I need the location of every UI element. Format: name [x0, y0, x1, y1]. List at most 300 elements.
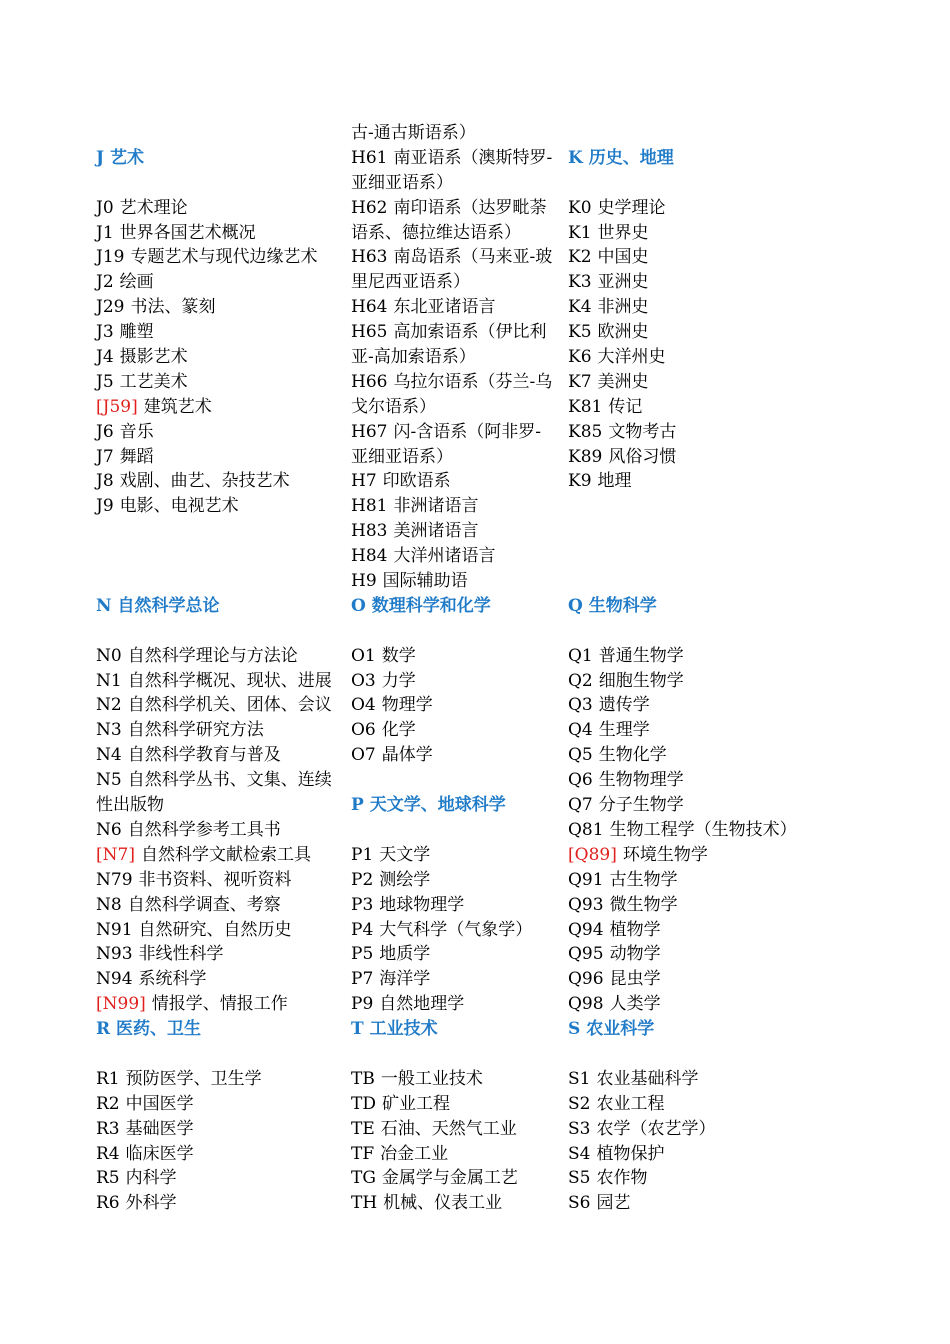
class-label: 工艺美术 [119, 371, 188, 392]
class-code: TH [351, 1193, 378, 1214]
class-code: J9 [96, 496, 114, 517]
class-code: N0 [96, 645, 122, 666]
class-code: R4 [96, 1143, 120, 1164]
class-label: 大洋州史 [597, 347, 666, 368]
class-code: K6 [568, 347, 592, 368]
classification-entry [96, 270, 358, 295]
class-label: 大洋州诸语言 [393, 546, 496, 567]
entry-continuation: 语系、德拉维达语系） [351, 222, 521, 243]
class-label: 欧洲史 [597, 322, 649, 343]
class-code: N1 [96, 670, 122, 691]
classification-entry [568, 1067, 838, 1092]
classification-entry [351, 1117, 567, 1142]
class-label: 非书资料、视听资料 [138, 869, 292, 890]
class-label: 冶金工业 [380, 1143, 449, 1164]
class-code: H7 [351, 471, 377, 492]
class-code: P3 [351, 894, 374, 915]
class-label: 古生物学 [609, 869, 678, 890]
classification-entry [568, 967, 838, 992]
classification-entry [96, 469, 358, 494]
class-code: N4 [96, 745, 122, 766]
section-heading: N 自然科学总论 [96, 595, 220, 616]
class-label: 闪-含语系（阿非罗- [393, 421, 541, 442]
class-label: 绘画 [119, 272, 154, 293]
section-heading: R 医药、卫生 [96, 1019, 202, 1040]
class-label: 人类学 [609, 994, 661, 1015]
class-label: 艺术理论 [119, 197, 188, 218]
class-code: R1 [96, 1068, 120, 1089]
class-code: K81 [568, 396, 603, 417]
classification-entry [568, 420, 838, 445]
class-code: H66 [351, 371, 388, 392]
classification-entry [568, 843, 838, 868]
classification-entry [351, 420, 567, 445]
classification-entry [351, 146, 567, 171]
class-code: S1 [568, 1068, 591, 1089]
blank-line [96, 569, 358, 594]
class-code: P5 [351, 944, 374, 965]
blank-line [351, 1042, 567, 1067]
classification-entry [96, 1142, 358, 1167]
classification-entry [351, 245, 567, 270]
classification-entry [351, 868, 567, 893]
class-code: S2 [568, 1093, 591, 1114]
class-code: H64 [351, 297, 388, 318]
blank-line [96, 121, 358, 146]
classification-entry [96, 395, 358, 420]
class-label: 中国史 [597, 247, 649, 268]
class-label: 内科学 [125, 1168, 177, 1189]
class-label: 大气科学（气象学） [379, 919, 533, 940]
classification-entry [568, 320, 838, 345]
class-code: K89 [568, 446, 603, 467]
class-label: 自然科学研究方法 [127, 720, 264, 741]
class-code: K0 [568, 197, 592, 218]
section-heading: Q 生物科学 [568, 595, 657, 616]
classification-entry [568, 718, 838, 743]
classification-entry [568, 295, 838, 320]
entry-continuation: 戈尔语系） [351, 396, 436, 417]
blank-line [351, 818, 567, 843]
classification-entry [351, 1142, 567, 1167]
class-code: Q93 [568, 894, 604, 915]
classification-entry [568, 868, 838, 893]
column-right [568, 121, 838, 1216]
class-label: 南亚语系（澳斯特罗- [393, 147, 553, 168]
classification-entry [96, 1191, 358, 1216]
class-code: J5 [96, 371, 114, 392]
classification-entry [568, 693, 838, 718]
classification-entry [351, 1067, 567, 1092]
classification-entry [96, 669, 358, 694]
classification-entry [568, 669, 838, 694]
class-code: H61 [351, 147, 388, 168]
class-code: Q81 [568, 819, 604, 840]
class-code: O3 [351, 670, 376, 691]
classification-entry [568, 768, 838, 793]
class-code: J19 [96, 247, 125, 268]
class-label: 史学理论 [597, 197, 666, 218]
class-label: 天文学 [379, 844, 431, 865]
classification-entry [96, 1166, 358, 1191]
class-code: K2 [568, 247, 592, 268]
class-label: 亚洲史 [597, 272, 649, 293]
class-label: 植物保护 [596, 1143, 665, 1164]
class-code: TG [351, 1168, 376, 1189]
classification-entry [96, 420, 358, 445]
class-label: 生理学 [598, 720, 650, 741]
blank-line [568, 171, 838, 196]
blank-line [96, 171, 358, 196]
classification-entry [568, 1117, 838, 1142]
class-label: 自然科学概况、现状、进展 [127, 670, 332, 691]
class-label: 乌拉尔语系（芬兰-乌 [393, 371, 553, 392]
class-label: 自然科学理论与方法论 [127, 645, 298, 666]
class-code: Q2 [568, 670, 593, 691]
classification-entry [568, 445, 838, 470]
class-label: 非洲史 [597, 297, 649, 318]
class-code: S4 [568, 1143, 591, 1164]
class-code: Q91 [568, 869, 604, 890]
entry-continuation: 亚细亚语系） [351, 172, 453, 193]
class-label: 遗传学 [598, 695, 650, 716]
classification-entry [96, 644, 358, 669]
class-label: 农业工程 [596, 1093, 665, 1114]
class-code: K5 [568, 322, 592, 343]
column-middle [351, 121, 567, 1216]
section-heading: K 历史、地理 [568, 147, 674, 168]
class-code: Q95 [568, 944, 604, 965]
class-label: 外科学 [125, 1193, 177, 1214]
classification-entry [96, 818, 358, 843]
class-code: N91 [96, 919, 133, 940]
classification-entry [351, 320, 567, 345]
class-code: K85 [568, 421, 603, 442]
section-heading: S 农业科学 [568, 1019, 655, 1040]
classification-entry [568, 942, 838, 967]
class-code: J2 [96, 272, 114, 293]
class-label: 自然科学调查、考察 [127, 894, 281, 915]
class-code: O1 [351, 645, 376, 666]
blank-line [96, 1042, 358, 1067]
class-code: Q5 [568, 745, 593, 766]
classification-entry [351, 370, 567, 395]
classification-entry [96, 345, 358, 370]
class-code: J7 [96, 446, 114, 467]
classification-entry [96, 868, 358, 893]
section-heading: O 数理科学和化学 [351, 595, 491, 616]
class-label: 临床医学 [125, 1143, 194, 1164]
classification-entry [351, 469, 567, 494]
classification-entry [96, 320, 358, 345]
classification-entry [96, 843, 358, 868]
classification-entry [568, 893, 838, 918]
blank-line [568, 544, 838, 569]
class-label: 美洲诸语言 [393, 521, 479, 542]
class-label: 高加索语系（伊比利 [393, 322, 547, 343]
class-label: 南岛语系（马来亚-玻 [393, 247, 553, 268]
classification-entry [96, 967, 358, 992]
class-code: S3 [568, 1118, 591, 1139]
class-code: H81 [351, 496, 388, 517]
blank-line [96, 544, 358, 569]
class-label: 舞蹈 [119, 446, 154, 467]
classification-entry [96, 221, 358, 246]
class-label: 摄影艺术 [119, 347, 188, 368]
class-code: J4 [96, 347, 114, 368]
class-code: [J59] [96, 396, 138, 417]
class-label: 电影、电视艺术 [119, 496, 239, 517]
class-code: TB [351, 1068, 375, 1089]
class-label: 自然地理学 [379, 994, 465, 1015]
class-label: 物理学 [381, 695, 433, 716]
blank-line [568, 569, 838, 594]
class-code: H83 [351, 521, 388, 542]
classification-entry [351, 743, 567, 768]
class-code: N79 [96, 869, 133, 890]
entry-continuation: 性出版物 [96, 795, 164, 816]
class-code: N5 [96, 770, 122, 791]
classification-entry [351, 544, 567, 569]
class-label: 世界史 [597, 222, 649, 243]
classification-entry [351, 918, 567, 943]
classification-entry [568, 270, 838, 295]
class-label: 建筑艺术 [143, 396, 212, 417]
classification-entry [351, 295, 567, 320]
blank-line [568, 619, 838, 644]
class-label: 力学 [381, 670, 416, 691]
classification-entry [351, 569, 567, 594]
blank-line [96, 619, 358, 644]
entry-continuation: 里尼西亚语系） [351, 272, 470, 293]
class-label: 微生物学 [609, 894, 678, 915]
classification-entry [568, 395, 838, 420]
class-code: Q1 [568, 645, 593, 666]
class-code: K9 [568, 471, 592, 492]
class-code: J8 [96, 471, 114, 492]
classification-entry [568, 992, 838, 1017]
class-label: 动物学 [609, 944, 661, 965]
class-code: R2 [96, 1093, 120, 1114]
class-label: 测绘学 [379, 869, 431, 890]
class-label: 自然科学丛书、文集、连续 [127, 770, 332, 791]
class-code: J6 [96, 421, 114, 442]
classification-entry [96, 992, 358, 1017]
class-code: N2 [96, 695, 122, 716]
blank-line [568, 121, 838, 146]
class-label: 音乐 [119, 421, 154, 442]
classification-entry [351, 1191, 567, 1216]
class-code: O6 [351, 720, 376, 741]
section-heading: J 艺术 [96, 147, 144, 168]
class-code: S5 [568, 1168, 591, 1189]
class-label: 国际辅助语 [382, 571, 468, 592]
classification-entry [351, 843, 567, 868]
class-label: 自然科学参考工具书 [127, 819, 281, 840]
classification-entry [96, 768, 358, 793]
class-code: N6 [96, 819, 122, 840]
blank-line [568, 494, 838, 519]
class-label: 农学（农艺学） [596, 1118, 716, 1139]
section-heading: T 工业技术 [351, 1019, 438, 1040]
class-label: 植物学 [609, 919, 661, 940]
classification-entry [568, 918, 838, 943]
class-code: Q4 [568, 720, 593, 741]
classification-entry [96, 445, 358, 470]
classification-entry [96, 1092, 358, 1117]
class-label: 昆虫学 [609, 969, 661, 990]
class-code: N94 [96, 969, 133, 990]
classification-entry [568, 818, 838, 843]
classification-entry [96, 245, 358, 270]
class-label: 基础医学 [125, 1118, 194, 1139]
class-label: 生物化学 [598, 745, 667, 766]
classification-entry [351, 669, 567, 694]
entry-continuation: 古-通古斯语系） [351, 123, 476, 143]
class-code: H9 [351, 571, 377, 592]
class-label: 自然科学教育与普及 [127, 745, 281, 766]
class-label: 细胞生物学 [598, 670, 684, 691]
class-code: R6 [96, 1193, 120, 1214]
class-code: J0 [96, 197, 114, 218]
class-code: Q98 [568, 994, 604, 1015]
class-code: TD [351, 1093, 376, 1114]
classification-entry [568, 345, 838, 370]
classification-entry [568, 221, 838, 246]
classification-entry [568, 1142, 838, 1167]
class-label: 晶体学 [381, 745, 433, 766]
class-label: 中国医学 [125, 1093, 194, 1114]
class-code: R3 [96, 1118, 120, 1139]
class-code: N8 [96, 894, 122, 915]
class-label: 农作物 [596, 1168, 648, 1189]
class-label: 世界各国艺术概况 [119, 222, 256, 243]
class-label: 专题艺术与现代边缘艺术 [130, 247, 318, 268]
class-label: 书法、篆刻 [130, 297, 216, 318]
classification-entry [351, 967, 567, 992]
class-code: H67 [351, 421, 388, 442]
class-code: Q7 [568, 795, 593, 816]
class-label: 海洋学 [379, 969, 431, 990]
class-label: 预防医学、卫生学 [125, 1068, 262, 1089]
class-label: 风俗习惯 [608, 446, 677, 467]
classification-entry [568, 370, 838, 395]
class-label: 地质学 [379, 944, 431, 965]
classification-entry [351, 693, 567, 718]
class-code: [N7] [96, 844, 135, 865]
classification-entry [568, 1092, 838, 1117]
blank-line [568, 519, 838, 544]
classification-entry [568, 245, 838, 270]
classification-entry [96, 1117, 358, 1142]
class-label: 机械、仪表工业 [383, 1193, 503, 1214]
classification-entry [351, 718, 567, 743]
class-code: O4 [351, 695, 376, 716]
class-code: Q3 [568, 695, 593, 716]
classification-entry [351, 494, 567, 519]
entry-continuation: 亚-高加索语系） [351, 347, 476, 368]
classification-entry [351, 893, 567, 918]
class-label: 东北亚诸语言 [393, 297, 496, 318]
class-label: 文物考古 [608, 421, 677, 442]
blank-line [351, 619, 567, 644]
classification-entry [568, 196, 838, 221]
classification-entry [96, 893, 358, 918]
classification-entry [351, 519, 567, 544]
class-code: K1 [568, 222, 592, 243]
class-code: Q94 [568, 919, 604, 940]
classification-entry [568, 1191, 838, 1216]
classification-entry [96, 295, 358, 320]
class-code: Q6 [568, 770, 593, 791]
entry-continuation: 亚细亚语系） [351, 446, 453, 467]
class-label: 普通生物学 [598, 645, 684, 666]
class-code: P2 [351, 869, 374, 890]
classification-entry [96, 693, 358, 718]
class-label: 数学 [381, 645, 416, 666]
class-label: 化学 [381, 720, 416, 741]
classification-entry [96, 1067, 358, 1092]
class-label: 南印语系（达罗毗荼 [393, 197, 547, 218]
classification-entry [351, 1166, 567, 1191]
class-code: P1 [351, 844, 374, 865]
class-code: [Q89] [568, 844, 617, 865]
column-left [96, 121, 358, 1216]
classification-entry [568, 743, 838, 768]
classification-entry [351, 644, 567, 669]
class-label: 非洲诸语言 [393, 496, 479, 517]
class-label: 情报学、情报工作 [151, 994, 288, 1015]
class-code: K3 [568, 272, 592, 293]
class-code: H84 [351, 546, 388, 567]
class-code: N93 [96, 944, 133, 965]
class-code: TE [351, 1118, 375, 1139]
class-code: R5 [96, 1168, 120, 1189]
classification-entry [96, 196, 358, 221]
class-label: 农业基础科学 [596, 1068, 699, 1089]
class-label: 石油、天然气工业 [380, 1118, 517, 1139]
class-label: 金属学与金属工艺 [381, 1168, 518, 1189]
class-label: 地理 [597, 471, 632, 492]
class-label: 自然科学文献检索工具 [140, 844, 311, 865]
class-code: TF [351, 1143, 375, 1164]
class-label: 生物工程学（生物技术） [609, 819, 797, 840]
class-code: H65 [351, 322, 388, 343]
classification-entry [568, 469, 838, 494]
class-label: 生物物理学 [598, 770, 684, 791]
blank-line [351, 768, 567, 793]
classification-entry [96, 494, 358, 519]
class-label: 美洲史 [597, 371, 649, 392]
class-label: 戏剧、曲艺、杂技艺术 [119, 471, 290, 492]
class-code: N3 [96, 720, 122, 741]
blank-line [96, 519, 358, 544]
class-code: J1 [96, 222, 114, 243]
class-code: P7 [351, 969, 374, 990]
class-code: J29 [96, 297, 125, 318]
class-label: 自然研究、自然历史 [138, 919, 292, 940]
class-code: P9 [351, 994, 374, 1015]
classification-entry [351, 942, 567, 967]
classification-entry [351, 1092, 567, 1117]
blank-line [568, 1042, 838, 1067]
classification-entry [351, 992, 567, 1017]
class-label: 自然科学机关、团体、会议 [127, 695, 332, 716]
classification-entry [96, 942, 358, 967]
classification-entry [568, 1166, 838, 1191]
class-label: 园艺 [596, 1193, 631, 1214]
class-label: 一般工业技术 [380, 1068, 483, 1089]
